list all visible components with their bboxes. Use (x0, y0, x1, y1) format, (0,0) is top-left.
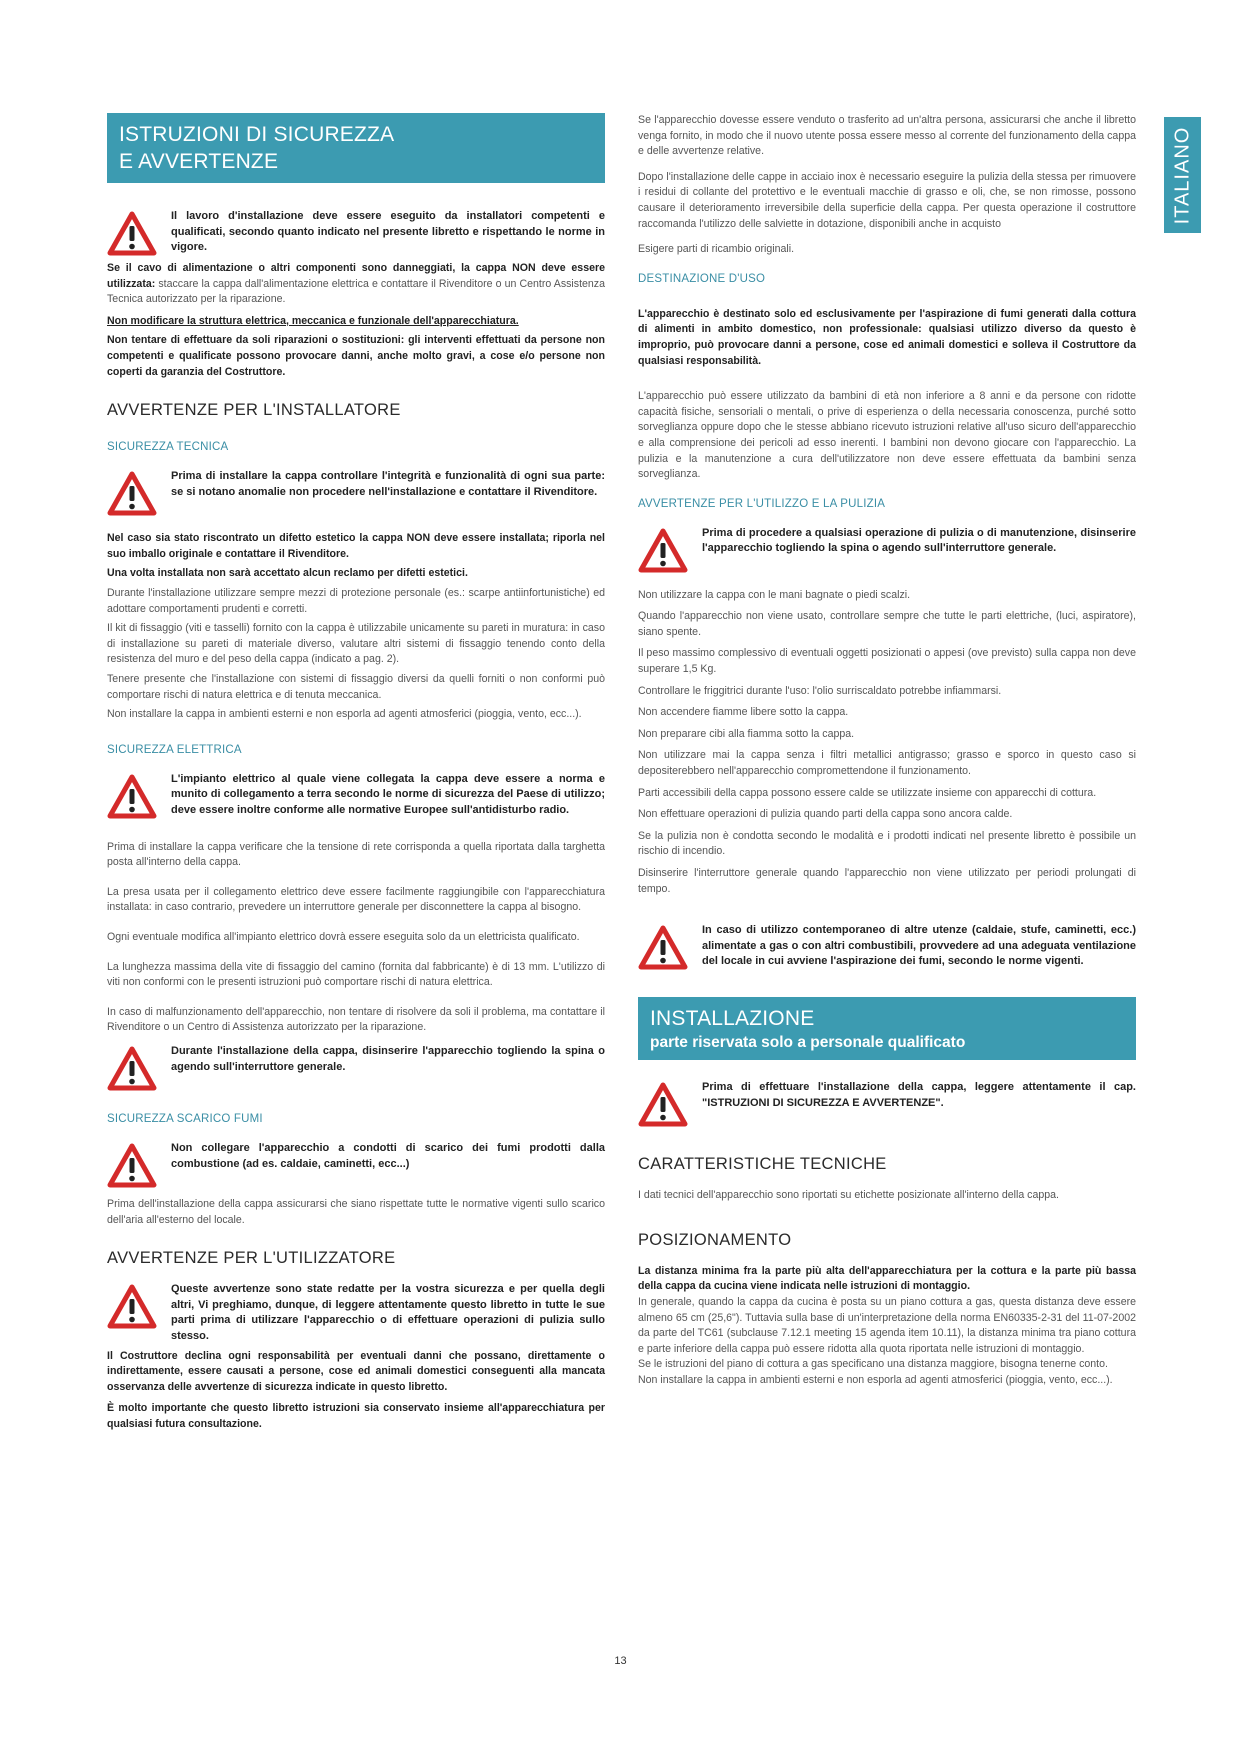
language-tab (1164, 117, 1201, 233)
banner-title-line1: ISTRUZIONI DI SICUREZZA (119, 123, 395, 146)
warning-text: In caso di utilizzo contemporaneo di altre utenze (caldaie, stufe, caminetti, ecc.) alimentate a gas o con altri combustibili, provvedere ad una adeguata ventilazione del locale in cui avviene l'aspirazione dei fumi, secondo le norme vigenti. (702, 924, 1136, 968)
left-column (107, 113, 605, 1433)
banner-title-line2: E AVVERTENZE (119, 150, 279, 173)
paragraph: Il kit di fissaggio (viti e tasselli) fornito con la cappa è utilizzabile unicamente su pareti in muratura: in caso di installazione su pareti di materiale diverso, valutare altri sistemi di fissaggio tenendo conto della resistenza del muro e del peso della cappa (indicato a pag. 2). (107, 622, 605, 666)
warning-text: Durante l'installazione della cappa, disinserire l'apparecchio togliendo la spina o agendo sull'interruttore generale. (171, 1045, 605, 1073)
paragraph: L'apparecchio può essere utilizzato da bambini di età non inferiore a 8 anni e da persone con ridotte capacità fisiche, sensoriali o mentali, o prive di esperienza o della necessaria conoscenza, purché sotto sorveglianza oppure dopo che le stesse abbiano ricevuto istruzioni relative all'uso sicuro dell'apparecchio e alla comprensione dei pericoli ad esso inerenti. I bambini non devono giocare con l'apparecchio. La pulizia e la manutenzione a cura dell'utilizzatore non deve essere effettuata da bambini senza sorveglianza. (638, 390, 1136, 481)
language-label: ITALIANO (1171, 126, 1193, 224)
paragraph: Non modificare la struttura elettrica, meccanica e funzionale dell'apparecchiatura. (107, 314, 519, 327)
subsection-heading: SICUREZZA TECNICA (107, 441, 229, 454)
warning-text: Prima di effettuare l'installazione della cappa, leggere attentamente il cap. "ISTRUZIONI DI SICUREZZA E AVVERTENZE". (702, 1081, 1136, 1109)
paragraph: Non utilizzare la cappa con le mani bagnate o piedi scalzi. (638, 588, 911, 601)
paragraph: Una volta installata non sarà accettato alcun reclamo per difetti estetici. (107, 567, 468, 580)
paragraph: Non installare la cappa in ambienti esterni e non esporla ad agenti atmosferici (pioggia, vento, ecc...). (107, 708, 582, 721)
paragraph: È molto importante che questo libretto istruzioni sia conservato insieme all'apparecchiatura per qualsiasi futura consultazione. (107, 1402, 605, 1430)
paragraph: In generale, quando la cappa da cucina è posta su un piano cottura a gas, questa distanza deve essere almeno 65 cm (25,6"). Tuttavia sulla base di un'interpretazione della norma EN60335-2-31 del 11-07-2002 da parte del TC61 (subclause 7.12.1 meeting 15 agenda item 10.11), la distanza minima tra piano cottura e parte inferiore della cappa può essere ridotta alla quota riportata nelle istruzioni di montaggio. (638, 1295, 1136, 1355)
paragraph: Tenere presente che l'installazione con sistemi di fissaggio diversi da quelli forniti o non conformi può comportare rischi di natura elettrica e di tenuta meccanica. (107, 672, 605, 701)
paragraph: Non effettuare operazioni di pulizia quando parti della cappa sono ancora calde. (638, 808, 1013, 821)
section-heading: AVVERTENZE PER L'UTILIZZATORE (107, 1249, 396, 1268)
warning-block (107, 1282, 605, 1344)
warning-text: L'impianto elettrico al quale viene collegata la cappa deve essere a norma e munito di collegamento a terra secondo le norme di sicurezza del Paese di utilizzo; deve essere inoltre conforme alle normative Europee sull'antidisturbo radio. (171, 772, 605, 816)
paragraph: Prima di installare la cappa verificare che la tensione di rete corrisponda a quella riportata dalla targhetta posta all'interno della cappa. (107, 840, 605, 869)
warning-triangle-icon (638, 1082, 688, 1128)
banner-subtitle: parte riservata solo a personale qualificato (650, 1034, 966, 1052)
warning-block (638, 923, 1136, 971)
paragraph: Esigere parti di ricambio originali. (638, 243, 795, 256)
section-heading: CARATTERISTICHE TECNICHE (638, 1155, 887, 1174)
warning-triangle-icon (107, 1143, 157, 1189)
warning-triangle-icon (107, 1046, 157, 1092)
warning-block (107, 1141, 605, 1189)
paragraph: Non accendere fiamme libere sotto la cappa. (638, 706, 849, 719)
warning-text: Prima di installare la cappa controllare l'integrità e funzionalità di ogni sua parte: se si notano anomalie non procedere nell'installazione e contattare il Rivenditore. (171, 470, 605, 498)
warning-text: Il lavoro d'installazione deve essere eseguito da installatori competenti e qualificati, secondo quanto indicato nel presente libretto e rispettando le norme in vigore. (171, 210, 605, 254)
paragraph: La distanza minima fra la parte più alta dell'apparecchiatura per la cottura e la parte più bassa della cappa da cucina viene indicata nelle istruzioni di montaggio. (638, 1264, 1136, 1293)
paragraph: Quando l'apparecchio non viene usato, controllare sempre che tutte le parti elettriche, (luci, aspiratore), siano spente. (638, 610, 1136, 638)
paragraph: Ogni eventuale modifica all'impianto elettrico dovrà essere eseguita solo da un elettricista qualificato. (107, 931, 580, 944)
paragraph (107, 261, 605, 308)
paragraph: La lunghezza massima della vite di fissaggio del camino (fornita dal fabbricante) è di 13 mm. L'utilizzo di viti non conformi con le presenti istruzioni può comportare rischi di natura elettrica. (107, 960, 605, 989)
paragraph: La presa usata per il collegamento elettrico deve essere facilmente raggiungibile con l'apparecchiatura installata: in caso contrario, prevedere un interruttore generale per disconnettere la cappa al bisogno. (107, 885, 605, 914)
paragraph: Non utilizzare mai la cappa senza i filtri metallici antigrasso; grasso e sporco in questo caso si depositerebbero nell'apparecchio compromettendone il funzionamento. (638, 749, 1136, 778)
paragraph: Controllare le friggitrici durante l'uso: l'olio surriscaldato potrebbe infiammarsi. (638, 684, 1002, 697)
warning-text: Queste avvertenze sono state redatte per la vostra sicurezza e per quella degli altri, Vi preghiamo, dunque, di leggere attentamente questo libretto in tutte le sue parti prima di utilizzare l'apparecchio o di effettuare operazioni di pulizia sullo stesso. (171, 1283, 605, 1342)
paragraph: Nel caso sia stato riscontrato un difetto estetico la cappa NON deve essere installata; riporla nel suo imballo originale e contattare il Rivenditore. (107, 532, 605, 560)
safety-banner (107, 113, 605, 183)
section-heading: AVVERTENZE PER L'INSTALLATORE (107, 401, 401, 420)
paragraph: Durante l'installazione utilizzare sempre mezzi di protezione personale (es.: scarpe antiinfortunistiche) ed adottare comportamenti prudenti e corretti. (107, 586, 605, 615)
section-heading: POSIZIONAMENTO (638, 1230, 792, 1249)
paragraph: Dopo l'installazione delle cappe in acciaio inox è necessario eseguire la pulizia della stessa per rimuovere i residui di collante del protettivo e le eventuali macchie di grasso e oli, che, se non rimosse, possono causare il deterioramento irreversibile della superficie della cappa. Per questa operazione il costruttore raccomanda l'utilizzo delle salviette in dotazione, disponibili anche in acquisto (638, 170, 1136, 230)
paragraph: Non tentare di effettuare da soli riparazioni o sostituzioni: gli interventi effettuati da persone non competenti e qualificate possono provocare danni, anche molto gravi, a cose e/o persone non coperti da garanzia del Costruttore. (107, 334, 605, 378)
paragraph: Non preparare cibi alla fiamma sotto la cappa. (638, 727, 855, 740)
banner-title: INSTALLAZIONE (650, 1007, 815, 1031)
subsection-heading: DESTINAZIONE D'USO (638, 272, 766, 285)
warning-triangle-icon (107, 211, 157, 257)
subsection-heading: AVVERTENZE PER L'UTILIZZO E LA PULIZIA (638, 497, 886, 510)
paragraph: I dati tecnici dell'apparecchio sono riportati su etichette posizionate all'interno della cappa. (638, 1189, 1059, 1202)
paragraph: In caso di malfunzionamento dell'apparecchio, non tentare di risolvere da soli il problema, ma contattare il Rivenditore o un Centro di Assistenza autorizzato per la riparazione. (107, 1005, 605, 1034)
warning-block (638, 1080, 1136, 1128)
warning-triangle-icon (107, 774, 157, 820)
right-column (638, 113, 1136, 1389)
paragraph: Non installare la cappa in ambienti esterni e non esporla ad agenti atmosferici (pioggia, vento, ecc...). (638, 1373, 1113, 1386)
paragraph: Prima dell'installazione della cappa assicurarsi che siano rispettate tutte le normative vigenti sullo scarico dell'aria all'esterno del locale. (107, 1198, 605, 1226)
warning-block (107, 469, 605, 517)
page-number: 13 (614, 1655, 627, 1667)
warning-text: Non collegare l'apparecchio a condotti di scarico dei fumi prodotti dalla combustione (ad es. caldaie, caminetti, ecc...) (171, 1142, 605, 1170)
paragraph: Se la pulizia non è condotta secondo le modalità e i prodotti indicati nel presente libretto è possibile un rischio di incendio. (638, 829, 1136, 858)
warning-block (107, 772, 605, 820)
installation-banner (638, 997, 1136, 1060)
warning-triangle-icon (107, 471, 157, 517)
warning-block (107, 1044, 605, 1092)
warning-block (107, 209, 605, 257)
bold-lead: Se il cavo di alimentazione o altri componenti sono danneggiati, la cappa NON deve essere utilizzata: (107, 262, 605, 290)
warning-triangle-icon (638, 528, 688, 574)
paragraph: Parti accessibili della cappa possono essere calde se utilizzate insieme con apparecchi di cottura. (638, 786, 1097, 799)
paragraph-rest: staccare la cappa dall'alimentazione elettrica e contattare il Rivenditore o un Centro Assistenza Tecnica autorizzato per la riparazione. (107, 277, 605, 306)
paragraph: Il peso massimo complessivo di eventuali oggetti posizionati o appesi (ove previsto) sulla cappa non deve superare 1,5 Kg. (638, 647, 1136, 676)
warning-triangle-icon (638, 925, 688, 971)
paragraph: Se le istruzioni del piano di cottura a gas specificano una distanza maggiore, bisogna tenerne conto. (638, 1358, 1108, 1371)
paragraph: Disinserire l'interruttore generale quando l'apparecchio non viene utilizzato per periodi prolungati di tempo. (638, 867, 1136, 895)
warning-block (638, 526, 1136, 574)
subsection-heading: SICUREZZA SCARICO FUMI (107, 1113, 263, 1126)
paragraph: L'apparecchio è destinato solo ed esclusivamente per l'aspirazione di fumi generati dalla cottura di alimenti in ambito domestico, non professionale: qualsiasi utilizzo diverso da questo è improprio, può provocare danni a persone, cose ed animali domestici e solleva il Costruttore da qualsiasi responsabilità. (638, 307, 1136, 367)
warning-text: Prima di procedere a qualsiasi operazione di pulizia o di manutenzione, disinserire l'apparecchio togliendo la spina o agendo sull'interruttore generale. (702, 526, 1136, 555)
subsection-heading: SICUREZZA ELETTRICA (107, 743, 242, 756)
paragraph: Se l'apparecchio dovesse essere venduto o trasferito ad un'altra persona, assicurarsi che anche il libretto venga fornito, in modo che il nuovo utente possa essere messo al corrente del funzionamento della cappa e delle avvertenze relative. (638, 114, 1136, 158)
warning-triangle-icon (107, 1284, 157, 1330)
paragraph: Il Costruttore declina ogni responsabilità per eventuali danni che possano, direttamente o indirettamente, essere causati a persone, cose ed animali domestici conseguenti alla mancata osservanza delle avvertenze di sicurezza indicate in questo libretto. (107, 1349, 605, 1393)
